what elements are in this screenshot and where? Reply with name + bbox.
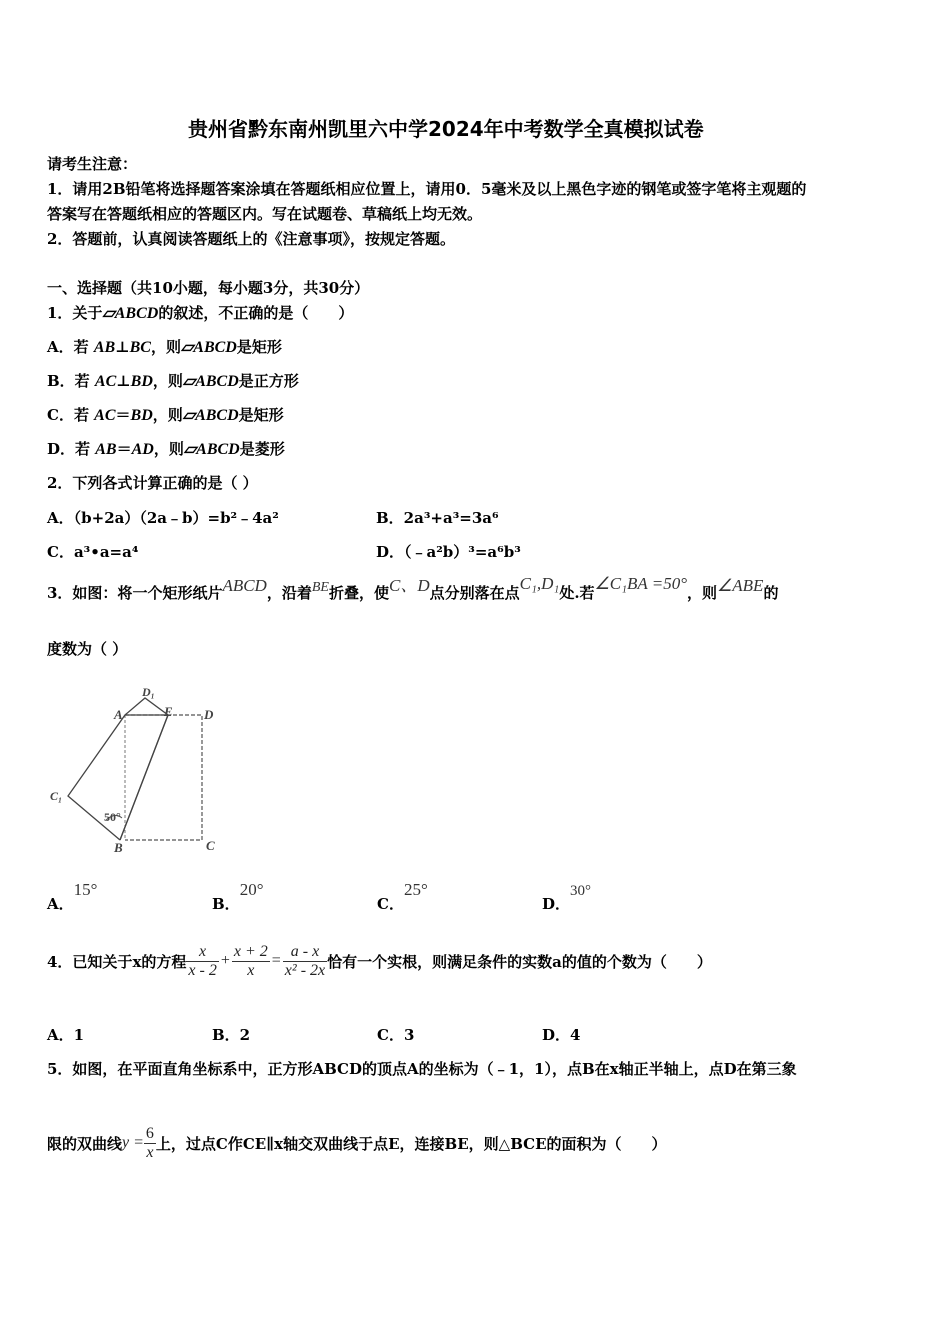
q1-stem-b: 的叙述，不正确的是（ ） <box>158 304 354 322</box>
notice-item1-line2: 答案写在答题纸相应的答题区内。写在试题卷、草稿纸上均无效。 <box>47 205 483 223</box>
q2-option-d[interactable]: D．（﹣a²b）³=a⁶b³ <box>376 543 521 561</box>
label-c1: C₁ <box>50 789 63 803</box>
q1-stem-math: ▱ABCD <box>102 305 159 322</box>
label-d1: D₁ <box>142 685 155 699</box>
q4-fraction-2: $\frac{x + 2}{x}$ <box>233 942 268 979</box>
q1-option-d[interactable]: D．若 AB＝AD，则▱ABCD是菱形 <box>47 440 285 458</box>
q2-option-a[interactable]: A．（b+2a）（2a﹣b）=b²﹣4a² <box>47 509 279 527</box>
q3-option-c[interactable]: C．25° <box>377 880 428 913</box>
q2-option-b[interactable]: B．2a³+a³=3a⁶ <box>376 509 499 527</box>
page-title: 贵州省黔东南州凯里六中学2024年中考数学全真模拟试卷 <box>188 117 704 141</box>
label-a: A <box>114 707 123 722</box>
q1-option-c[interactable]: C．若 AC＝BD，则▱ABCD是矩形 <box>47 406 284 424</box>
fold-line-be <box>120 715 168 840</box>
question-2: 2．下列各式计算正确的是（ ） <box>47 474 258 492</box>
label-angle: 50° <box>104 810 121 824</box>
notice-item2: 2．答题前，认真阅读答题纸上的《注意事项》，按规定答题。 <box>47 230 455 248</box>
q3-option-b[interactable]: B．20° <box>212 880 264 913</box>
q4-option-b[interactable]: B．2 <box>212 1026 251 1044</box>
rectangle-edge <box>125 715 202 840</box>
question-5-line1: 5．如图，在平面直角坐标系中，正方形ABCD的顶点A的坐标为（﹣1，1），点B在x轴正半轴上，点D在第三象 <box>47 1060 797 1078</box>
q1-option-a[interactable]: A．若 AB⊥BC，则▱ABCD是矩形 <box>47 338 282 356</box>
q4-fraction-1: $\frac{x}{x - 2}$ <box>188 942 217 979</box>
question-4: 4．已知关于x的方程 $\frac{x}{x - 2}$ + $\frac{x + 2}{x}$ = $\frac{a - x}{\text{x² - 2x}}$ 恰有一个实根，则满足条件的实数a的值的个数为（ ） <box>47 942 712 979</box>
q1-stem-a: 1．关于 <box>47 304 103 322</box>
notice-item1-line1: 1．请用2B铅笔将选择题答案涂填在答题纸相应位置上，请用0．5毫米及以上黑色字迹的钢笔或签字笔将主观题的 <box>47 180 807 198</box>
q1-option-b[interactable]: B．若 AC⊥BD，则▱ABCD是正方形 <box>47 372 299 390</box>
q4-option-c[interactable]: C．3 <box>377 1026 415 1044</box>
q3-figure <box>40 680 240 860</box>
q2-option-c[interactable]: C．a³•a=a⁴ <box>47 543 139 561</box>
question-1 <box>47 302 353 323</box>
q4-option-d[interactable]: D．4 <box>542 1026 581 1044</box>
section-heading: 一、选择题（共10小题，每小题3分，共30分） <box>47 279 370 297</box>
question-5-line2: 限的双曲线 y = $\frac{6}{x}$ 上，过点C作CE∥x轴交双曲线于点E，连接BE，则△BCE的面积为（ ） <box>47 1124 667 1161</box>
q4-fraction-3: $\frac{a - x}{\text{x² - 2x}}$ <box>284 942 326 979</box>
label-c: C <box>206 838 215 853</box>
q3-option-a[interactable]: A．15° <box>47 880 98 913</box>
q3-line2: 度数为（ ） <box>47 640 128 658</box>
label-b: B <box>114 840 123 855</box>
q3-option-d[interactable]: D．30° <box>542 883 592 913</box>
notice-heading: 请考生注意： <box>47 155 138 173</box>
label-d: D <box>204 707 214 722</box>
q4-option-a[interactable]: A．1 <box>47 1026 85 1044</box>
question-3: 3．如图：将一个矩形纸片ABCD，沿着BE折叠，使C、D点分别落在点C₁,D₁处.若∠C₁BA =50°，则∠ABE的 <box>47 574 779 602</box>
q5-fraction: $\frac{6}{x}$ <box>145 1124 154 1161</box>
label-e: E <box>164 704 173 719</box>
